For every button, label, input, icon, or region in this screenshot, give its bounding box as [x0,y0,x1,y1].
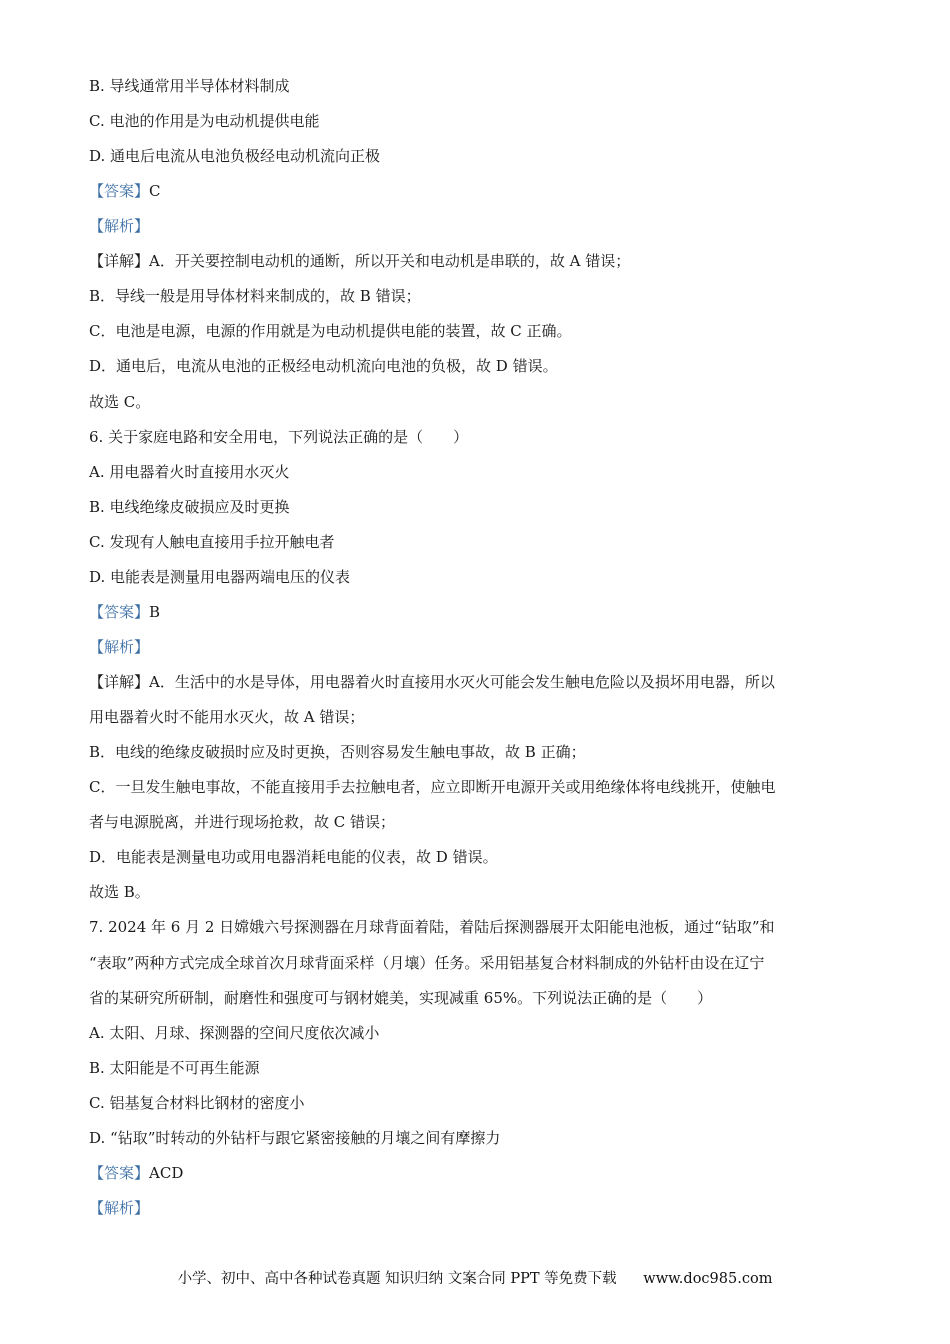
document-line [89,461,869,483]
document-line [89,391,869,413]
document-line [89,916,869,938]
footer-site-link[interactable]: www.doc985.com [643,1271,773,1287]
document-line [89,285,869,307]
line-text: D．电能表是测量电功或用电器消耗电能的仪表，故 D 错误。 [89,848,498,867]
document-line [89,987,869,1009]
line-text: D. 通电后电流从电池负极经电动机流向正极 [89,147,381,166]
document-line [89,75,869,97]
document-line [89,320,869,342]
section-tag: 【答案】 [89,602,150,621]
line-text: 故选 B。 [89,883,150,902]
line-text: A. 用电器着火时直接用水灭火 [89,462,290,481]
line-text: A. 太阳、月球、探测器的空间尺度依次减小 [89,1023,380,1042]
document-line [89,110,869,132]
line-text: B. 太阳能是不可再生能源 [89,1058,260,1077]
document-line [89,1057,869,1079]
document-line [89,671,869,693]
document-line [89,180,869,202]
document-line [89,1092,869,1114]
document-line [89,1127,869,1149]
line-text: B [149,602,161,621]
section-tag: 【解析】 [89,637,150,656]
document-line [89,145,869,167]
document-line [89,1162,869,1184]
document-line [89,811,869,833]
document-line [89,566,869,588]
document-line [89,250,869,272]
document-line [89,881,869,903]
line-text: B. 导线通常用半导体材料制成 [89,77,290,95]
document-line [89,601,869,623]
line-text: C. 铝基复合材料比钢材的密度小 [89,1093,305,1112]
document-line [89,215,869,237]
line-text: 7. 2024 年 6 月 2 日嫦娥六号探测器在月球背面着陆，着陆后探测器展开太阳能电池板，通过“钻取”和 [89,918,775,937]
document-line [89,846,869,868]
line-text: ACD [149,1163,184,1182]
line-text: D. “钻取”时转动的外钻杆与跟它紧密接触的月壤之间有摩擦力 [89,1128,501,1147]
line-text: C．一旦发生触电事故，不能直接用手去拉触电者，应立即断开电源开关或用绝缘体将电线挑开，使触电 [89,778,776,797]
document-line [89,776,869,798]
document-line [89,496,869,518]
line-text: C. 发现有人触电直接用手拉开触电者 [89,532,335,551]
document-line [89,1197,869,1219]
line-text: 故选 C。 [89,392,151,411]
document-line [89,531,869,553]
line-text: C. 电池的作用是为电动机提供电能 [89,112,320,131]
line-text: D. 电能表是测量用电器两端电压的仪表 [89,567,351,586]
line-text: 用电器着火时不能用水灭火，故 A 错误； [89,708,365,727]
page-footer [0,1268,950,1290]
line-text: 省的某研究所研制，耐磨性和强度可与钢材媲美，实现减重 65%。下列说法正确的是（ ） [89,988,713,1007]
section-tag: 【答案】 [89,182,150,201]
line-text: D．通电后，电流从电池的正极经电动机流向电池的负极，故 D 错误。 [89,357,558,376]
document-line [89,636,869,658]
line-text: 【详解】A．开关要控制电动机的通断，所以开关和电动机是串联的，故 A 错误； [89,252,631,271]
document-line [89,706,869,728]
document-line [89,1022,869,1044]
section-tag: 【答案】 [89,1163,150,1182]
document-line [89,952,869,974]
line-text: B．电线的绝缘皮破损时应及时更换，否则容易发生触电事故，故 B 正确； [89,743,586,762]
document-line [89,741,869,763]
line-text: 6. 关于家庭电路和安全用电，下列说法正确的是（ ） [89,427,469,446]
line-text: “表取”两种方式完成全球首次月球背面采样（月壤）任务。采用铝基复合材料制成的外钻杆由设在辽宁 [89,953,765,972]
line-text: 者与电源脱离，并进行现场抢救，故 C 错误； [89,813,396,832]
line-text: B．导线一般是用导体材料来制成的，故 B 错误； [89,287,421,306]
line-text: C [149,182,161,201]
line-text: B. 电线绝缘皮破损应及时更换 [89,497,290,516]
line-text: 【详解】A．生活中的水是导体，用电器着火时直接用水灭火可能会发生触电危险以及损坏用电器，所以 [89,673,775,692]
document-line [89,355,869,377]
line-text: C．电池是电源，电源的作用就是为电动机提供电能的装置，故 C 正确。 [89,322,572,341]
footer-text: 小学、初中、高中各种试卷真题 知识归纳 文案合同 PPT 等免费下载 [177,1271,617,1287]
section-tag: 【解析】 [89,217,150,236]
document-line [89,426,869,448]
section-tag: 【解析】 [89,1198,150,1217]
